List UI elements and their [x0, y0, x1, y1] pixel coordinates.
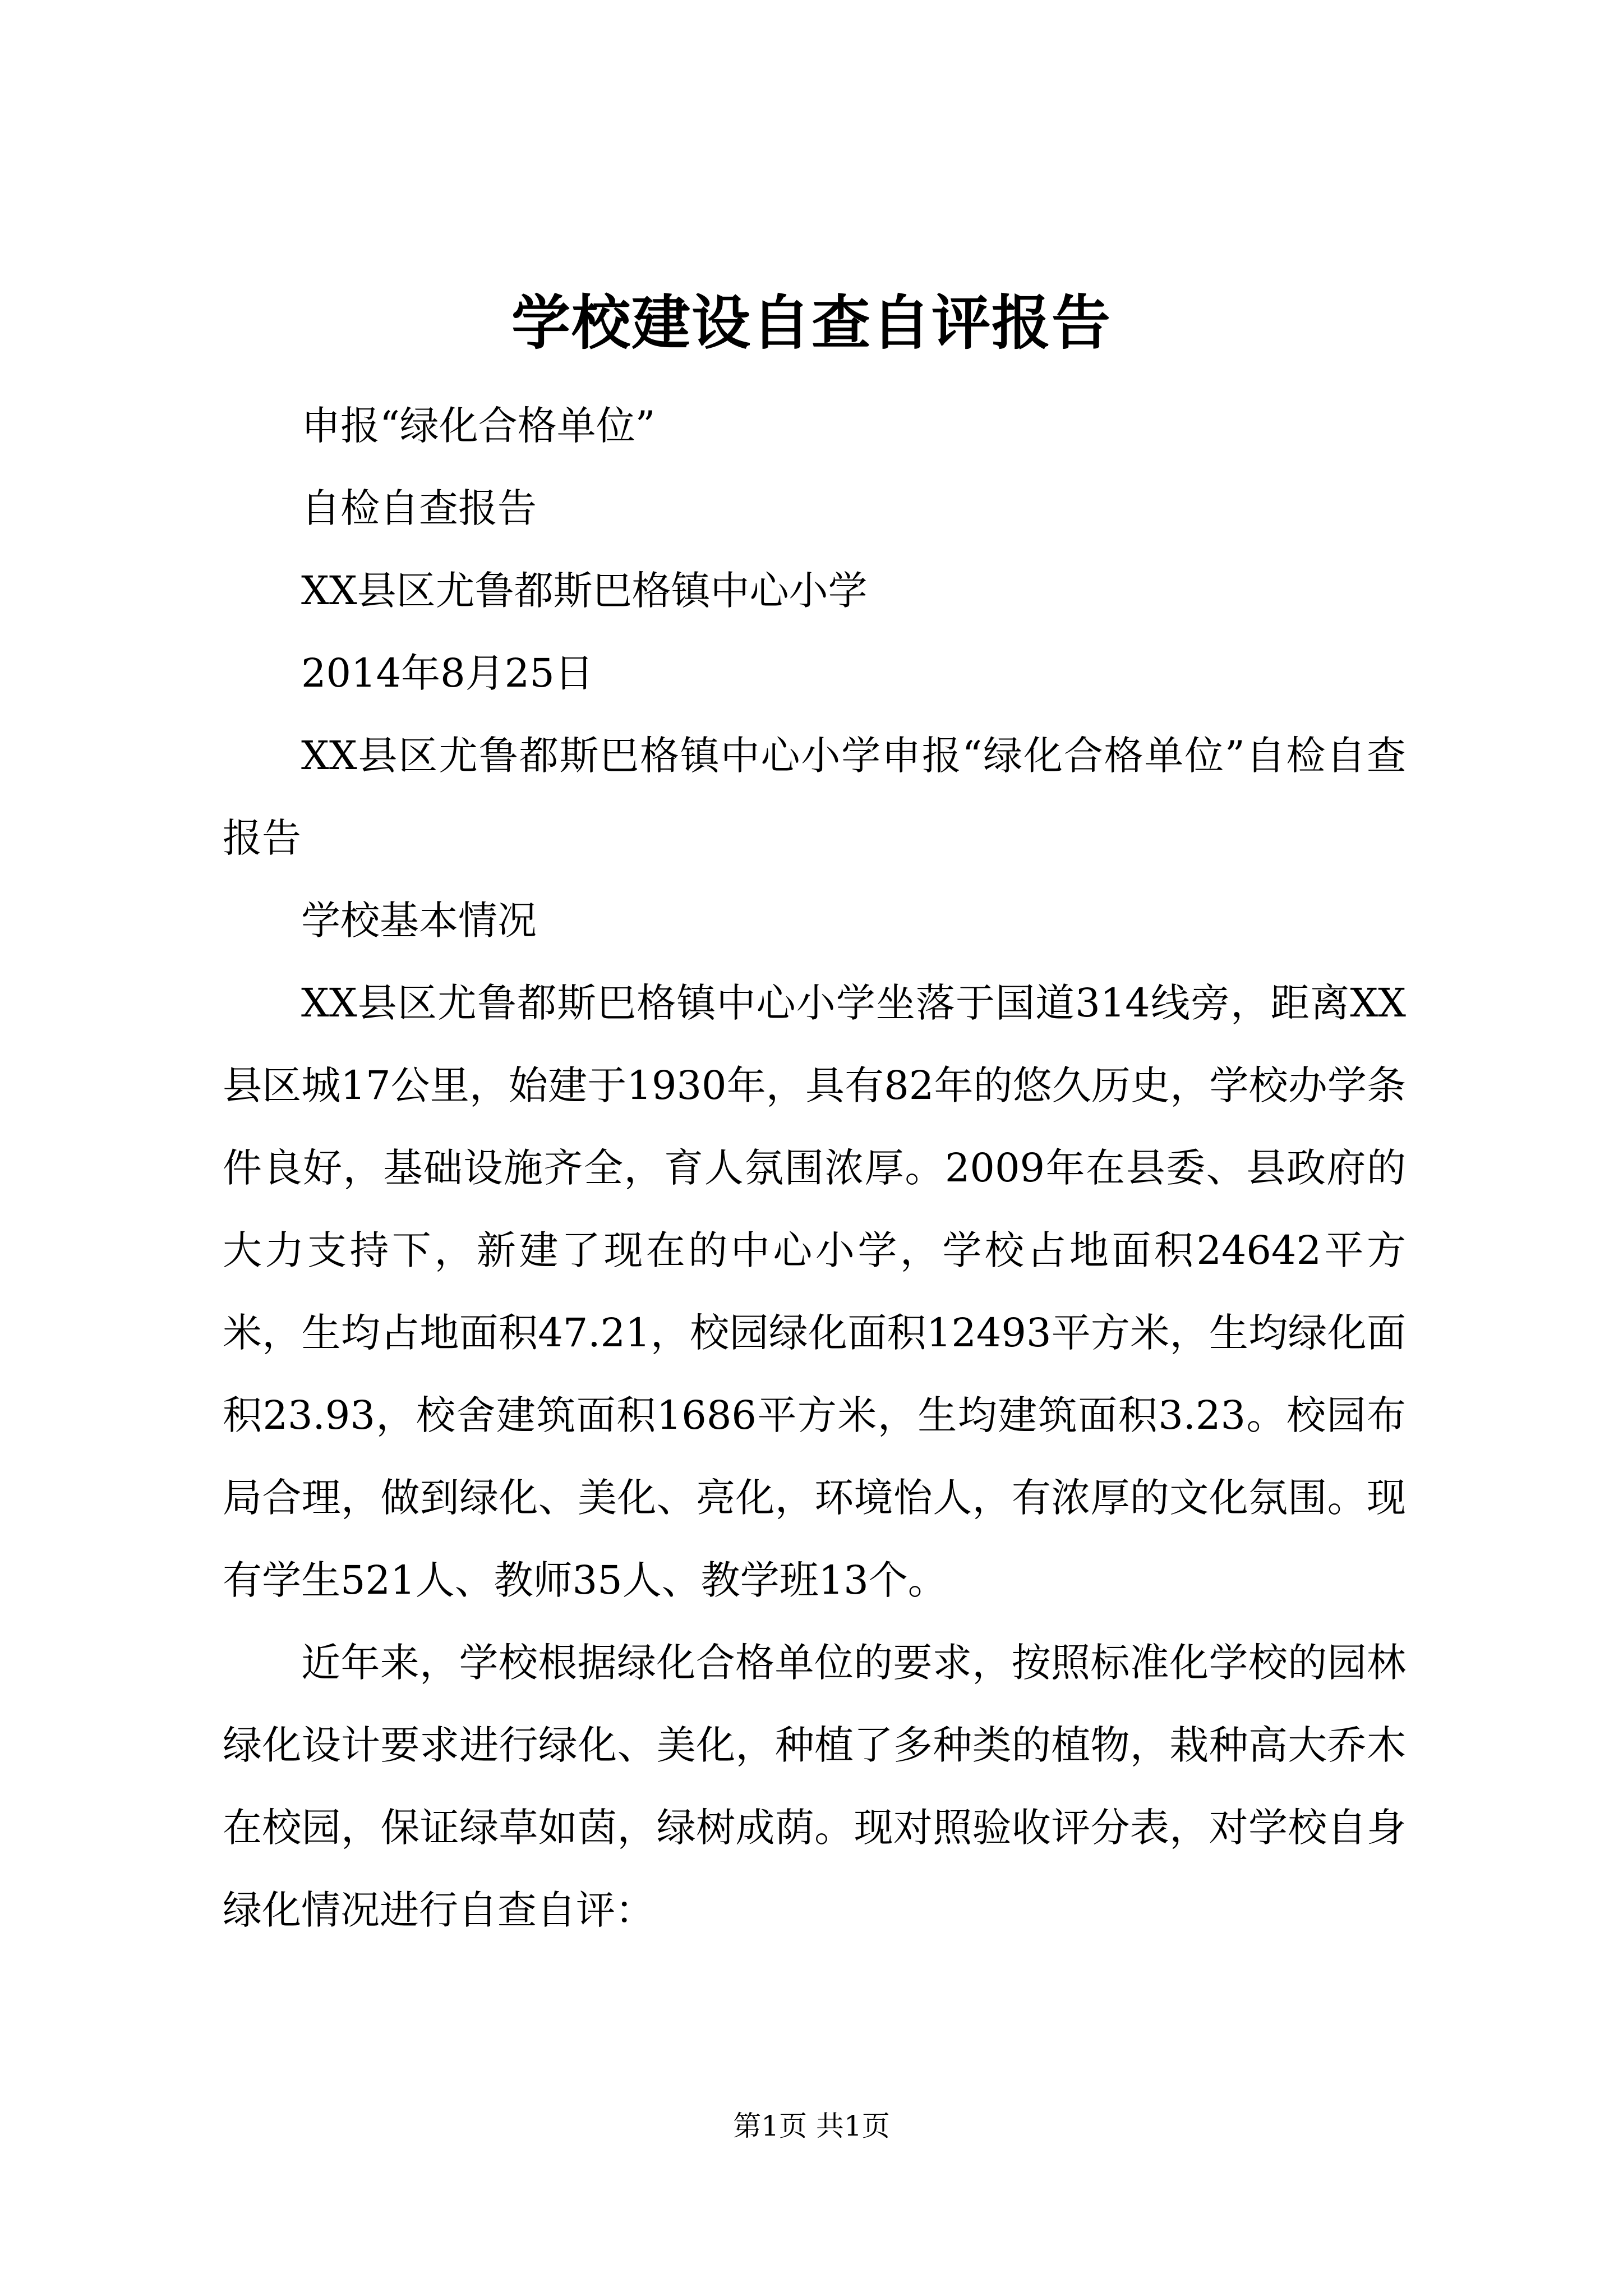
section-heading: 学校基本情况	[301, 898, 537, 944]
document-title: 学校建设自查自评报告	[511, 288, 1112, 357]
paragraph-school-name: XX县区尤鲁都斯巴格镇中心小学	[301, 568, 868, 614]
paragraph-application: 申报“绿化合格单位”	[301, 403, 656, 449]
document-body	[223, 385, 1406, 1952]
paragraph-date: 2014年8月25日	[301, 650, 594, 696]
paragraph-greening-work: 近年来，学校根据绿化合格单位的要求，按照标准化学校的园林绿化设计要求进行绿化、美化，种植了多种类的植物，栽种高大乔木在校园，保证绿草如茵，绿树成荫。现对照验收评分表，对学校自身绿化情况进行自查自评：	[223, 1640, 1406, 1933]
paragraph-report-type: 自检自查报告	[301, 485, 537, 531]
paragraph-school-overview: XX县区尤鲁都斯巴格镇中心小学坐落于国道314线旁，距离XX县区城17公里，始建于1930年，具有82年的悠久历史，学校办学条件良好，基础设施齐全，育人氛围浓厚。2009年在县委、县政府的大力支持下，新建了现在的中心小学，学校占地面积24642平方米，生均占地面积47.21，校园绿化面积12493平方米，生均绿化面积23.93，校舍建筑面积1686平方米，生均建筑面积3.23。校园布局合理，做到绿化、美化、亮化，环境怡人，有浓厚的文化氛围。现有学生521人、教师35人、教学班13个。	[223, 980, 1406, 1603]
page-number-footer: 第1页 共1页	[733, 2110, 890, 2142]
paragraph-full-title: XX县区尤鲁都斯巴格镇中心小学申报“绿化合格单位”自检自查报告	[223, 733, 1406, 861]
